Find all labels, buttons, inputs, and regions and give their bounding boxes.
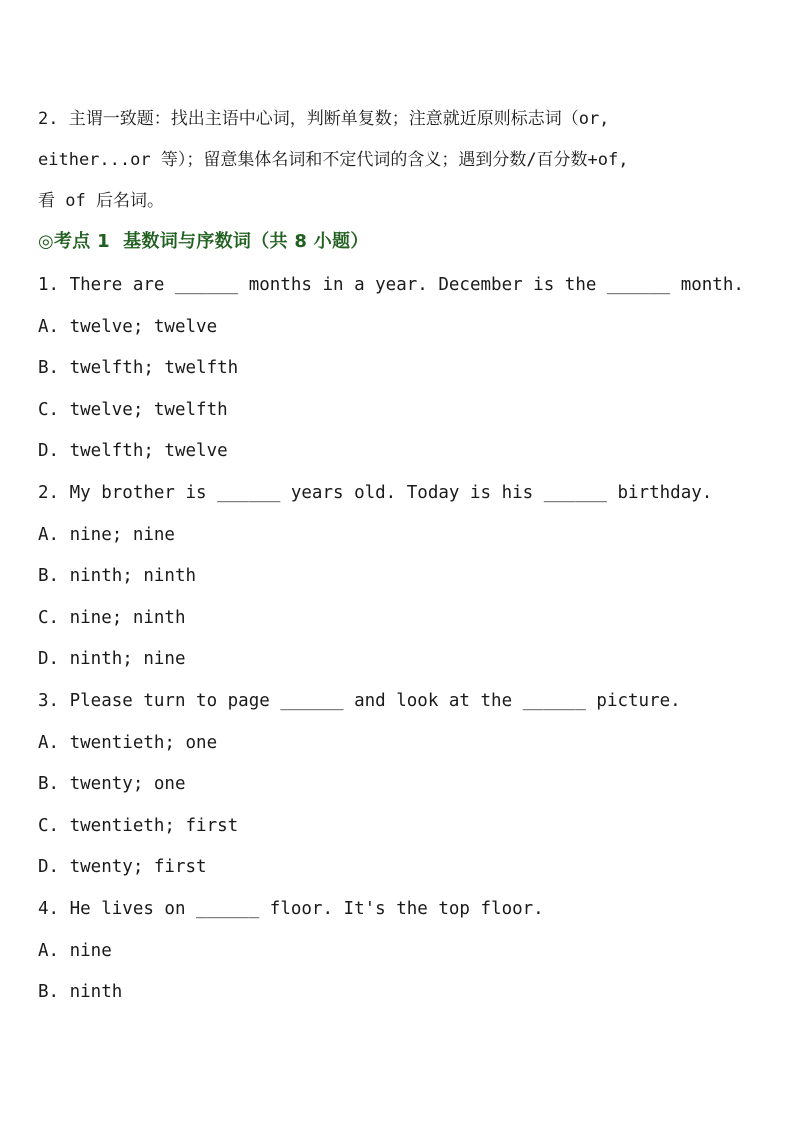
question-2-option-c: C. nine; ninth (38, 608, 186, 628)
question-1-option-d: D. twelfth; twelve (38, 441, 228, 461)
question-3-option-d: D. twenty; first (38, 857, 207, 877)
question-1-option-b: B. twelfth; twelfth (38, 358, 239, 378)
question-4-option-a: A. nine (38, 941, 112, 961)
question-3-option-c: C. twentieth; first (38, 816, 239, 836)
question-2-stem: 2. My brother is ______ years old. Today is his ______ birthday. (38, 483, 713, 503)
intro-line-3: 看 of 后名词。 (38, 191, 164, 211)
question-1-option-c: C. twelve; twelfth (38, 400, 228, 420)
section-heading: ◎考点 1 基数词与序数词（共 8 小题） (38, 231, 369, 252)
intro-line-1: 2. 主谓一致题：找出主语中心词，判断单复数；注意就近原则标志词（or, (38, 109, 610, 129)
question-1-option-a: A. twelve; twelve (38, 317, 218, 337)
question-1-stem: 1. There are ______ months in a year. December is the ______ month. (38, 275, 744, 295)
question-4-option-b: B. ninth (38, 982, 123, 1002)
question-2-option-d: D. ninth; nine (38, 649, 186, 669)
question-3-option-a: A. twentieth; one (38, 733, 218, 753)
question-4-stem: 4. He lives on ______ floor. It's the top floor. (38, 899, 544, 919)
intro-line-2: either...or 等）；留意集体名词和不定代词的含义；遇到分数/百分数+of, (38, 150, 629, 170)
question-2-option-a: A. nine; nine (38, 525, 175, 545)
question-2-option-b: B. ninth; ninth (38, 566, 197, 586)
question-3-stem: 3. Please turn to page ______ and look at the ______ picture. (38, 691, 681, 711)
question-3-option-b: B. twenty; one (38, 774, 186, 794)
